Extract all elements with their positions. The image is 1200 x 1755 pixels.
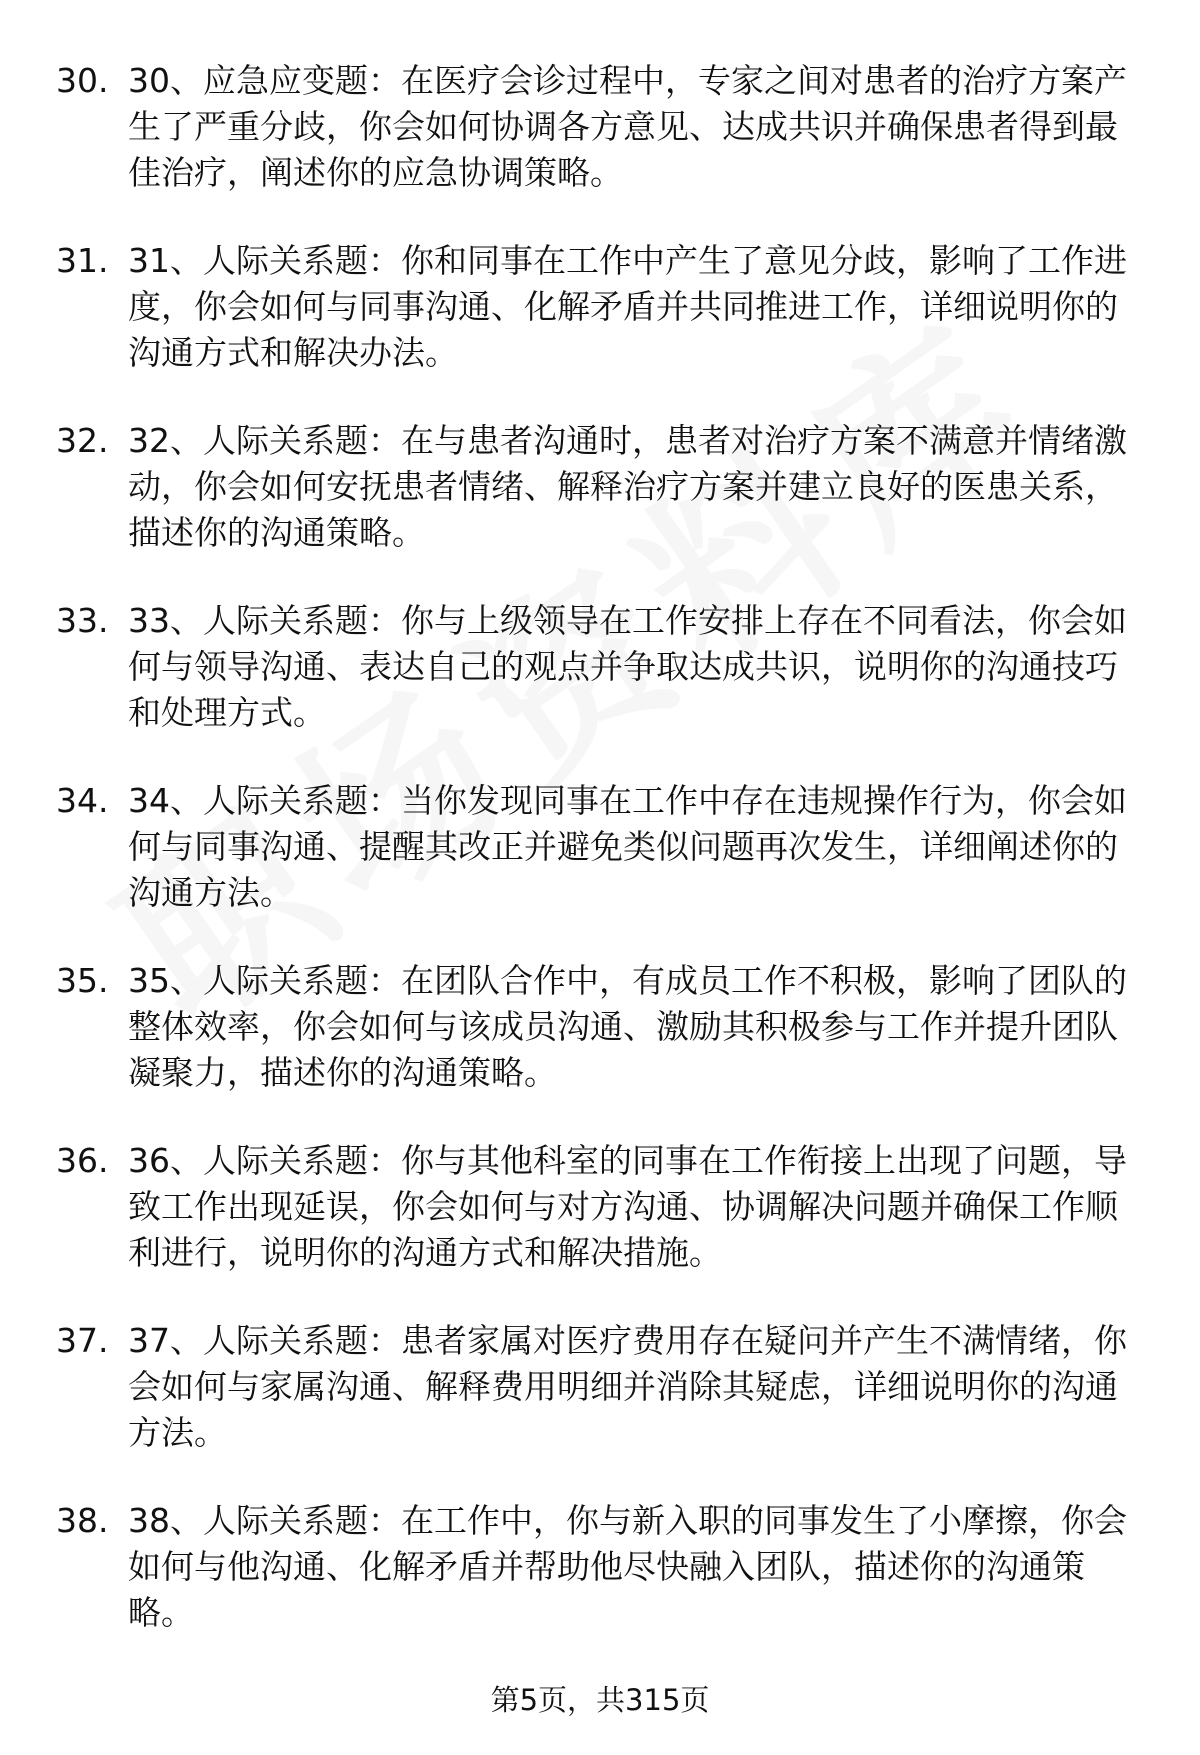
list-item (56, 1318, 1146, 1456)
list-item (56, 778, 1146, 916)
question-number: 36. (56, 1141, 109, 1180)
list-item (56, 1138, 1146, 1276)
question-text: 30、应急应变题：在医疗会诊过程中，专家之间对患者的治疗方案产生了严重分歧，你会如何协调各方意见、达成共识并确保患者得到最佳治疗，阐述你的应急协调策略。 (128, 61, 1127, 192)
question-number: 31. (56, 241, 109, 280)
page-footer: 第5页，共315页 (490, 1683, 710, 1717)
question-text: 37、人际关系题：患者家属对医疗费用存在疑问并产生不满情绪，你会如何与家属沟通、解释费用明细并消除其疑虑，详细说明你的沟通方法。 (128, 1321, 1127, 1452)
question-text: 36、人际关系题：你与其他科室的同事在工作衔接上出现了问题，导致工作出现延误，你会如何与对方沟通、协调解决问题并确保工作顺利进行，说明你的沟通方式和解决措施。 (128, 1141, 1127, 1272)
question-text: 34、人际关系题：当你发现同事在工作中存在违规操作行为，你会如何与同事沟通、提醒其改正并避免类似问题再次发生，详细阐述你的沟通方法。 (128, 781, 1127, 912)
question-text: 32、人际关系题：在与患者沟通时，患者对治疗方案不满意并情绪激动，你会如何安抚患者情绪、解释治疗方案并建立良好的医患关系，描述你的沟通策略。 (128, 421, 1127, 552)
question-number: 35. (56, 961, 109, 1000)
question-text: 31、人际关系题：你和同事在工作中产生了意见分歧，影响了工作进度，你会如何与同事沟通、化解矛盾并共同推进工作，详细说明你的沟通方式和解决办法。 (128, 241, 1127, 372)
list-item (56, 1498, 1146, 1636)
list-item (56, 598, 1146, 736)
question-text: 38、人际关系题：在工作中，你与新入职的同事发生了小摩擦，你会如何与他沟通、化解矛盾并帮助他尽快融入团队，描述你的沟通策略。 (128, 1501, 1127, 1632)
question-text: 33、人际关系题：你与上级领导在工作安排上存在不同看法，你会如何与领导沟通、表达自己的观点并争取达成共识，说明你的沟通技巧和处理方式。 (128, 601, 1127, 732)
question-number: 34. (56, 781, 109, 820)
question-number: 33. (56, 601, 109, 640)
question-number: 30. (56, 61, 109, 100)
list-item (56, 418, 1146, 556)
list-item (56, 58, 1146, 196)
question-text: 35、人际关系题：在团队合作中，有成员工作不积极，影响了团队的整体效率，你会如何与该成员沟通、激励其积极参与工作并提升团队凝聚力，描述你的沟通策略。 (128, 961, 1127, 1092)
question-number: 37. (56, 1321, 109, 1360)
list-item (56, 958, 1146, 1096)
question-number: 38. (56, 1501, 109, 1540)
question-number: 32. (56, 421, 109, 460)
list-item (56, 238, 1146, 376)
question-list (56, 58, 1146, 1678)
